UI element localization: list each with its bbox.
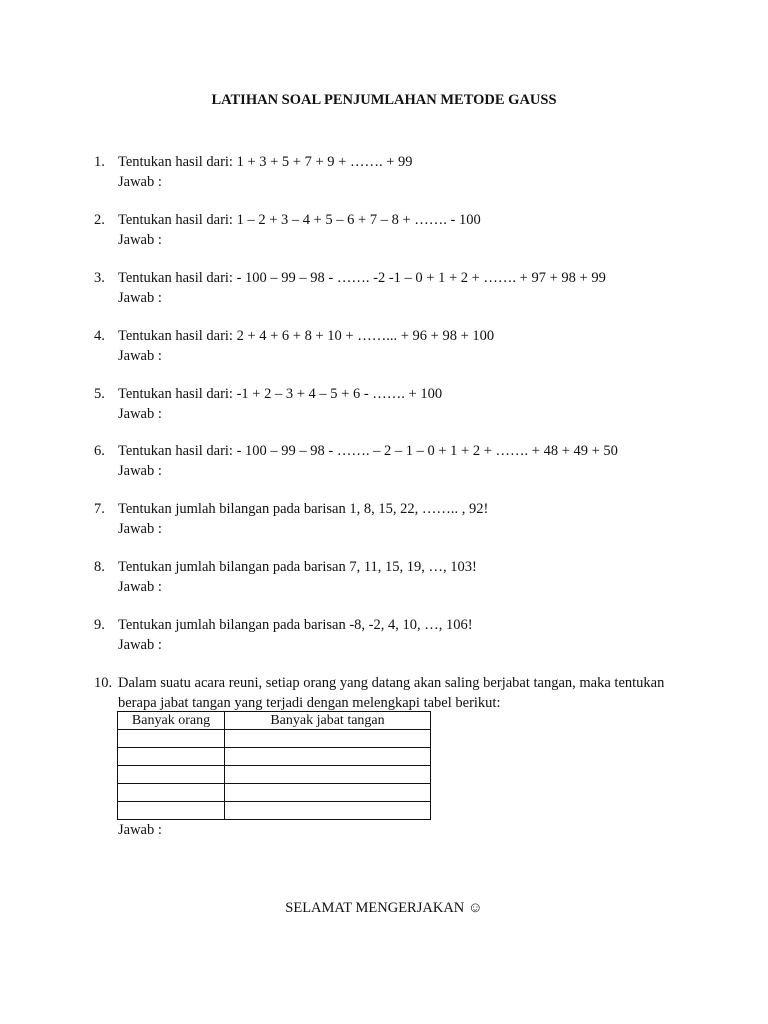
answer-label: Jawab :: [118, 232, 162, 248]
table-row: [118, 730, 431, 748]
table-cell-handshakes[interactable]: [225, 766, 431, 784]
question-text: Tentukan jumlah bilangan pada barisan -8, -2, 4, 10, …, 106!: [118, 617, 473, 633]
table-cell-people[interactable]: [118, 802, 225, 820]
question-number: 9.: [94, 617, 105, 633]
table-cell-people[interactable]: [118, 766, 225, 784]
question-number: 7.: [94, 501, 105, 517]
table-row: [118, 748, 431, 766]
question-text: Tentukan hasil dari: 1 + 3 + 5 + 7 + 9 + ……. + 99: [118, 154, 413, 170]
table-cell-handshakes[interactable]: [225, 784, 431, 802]
answer-label: Jawab :: [118, 579, 162, 595]
table-cell-handshakes[interactable]: [225, 730, 431, 748]
question-text: Tentukan jumlah bilangan pada barisan 1, 8, 15, 22, …….. , 92!: [118, 501, 489, 517]
question-number: 3.: [94, 270, 105, 286]
closing-message: SELAMAT MENGERJAKAN ☺: [285, 900, 483, 916]
table-row: [118, 766, 431, 784]
question-number: 4.: [94, 328, 105, 344]
question-number: 6.: [94, 443, 105, 459]
table-cell-people[interactable]: [118, 748, 225, 766]
question-text: Tentukan hasil dari: - 100 – 99 – 98 - ……. -2 -1 – 0 + 1 + 2 + ……. + 97 + 98 + 99: [118, 270, 606, 286]
question-number: 2.: [94, 212, 105, 228]
answer-label: Jawab :: [118, 463, 162, 479]
answer-label: Jawab :: [118, 822, 162, 838]
answer-label: Jawab :: [118, 637, 162, 653]
column-header-people: Banyak orang: [118, 712, 225, 730]
handshake-table: [117, 711, 431, 820]
page-title: LATIHAN SOAL PENJUMLAHAN METODE GAUSS: [211, 92, 557, 108]
question-number: 10.: [94, 675, 113, 691]
question-text-line-1: Dalam suatu acara reuni, setiap orang yang datang akan saling berjabat tangan, maka tentukan: [118, 675, 665, 691]
answer-label: Jawab :: [118, 174, 162, 190]
table-cell-people[interactable]: [118, 784, 225, 802]
question-text: Tentukan hasil dari: - 100 – 99 – 98 - ……. – 2 – 1 – 0 + 1 + 2 + ……. + 48 + 49 + 50: [118, 443, 618, 459]
answer-label: Jawab :: [118, 521, 162, 537]
answer-label: Jawab :: [118, 290, 162, 306]
table-cell-handshakes[interactable]: [225, 802, 431, 820]
column-header-handshakes: Banyak jabat tangan: [225, 712, 431, 730]
question-text: Tentukan hasil dari: -1 + 2 – 3 + 4 – 5 + 6 - ……. + 100: [118, 386, 443, 402]
table-cell-handshakes[interactable]: [225, 748, 431, 766]
question-number: 5.: [94, 386, 105, 402]
table-header-row: [118, 712, 431, 730]
answer-label: Jawab :: [118, 406, 162, 422]
table-row: [118, 784, 431, 802]
question-text-line-2: berapa jabat tangan yang terjadi dengan melengkapi tabel berikut:: [118, 695, 501, 711]
table-cell-people[interactable]: [118, 730, 225, 748]
answer-label: Jawab :: [118, 348, 162, 364]
question-text: Tentukan jumlah bilangan pada barisan 7, 11, 15, 19, …, 103!: [118, 559, 477, 575]
question-text: Tentukan hasil dari: 2 + 4 + 6 + 8 + 10 + ……... + 96 + 98 + 100: [118, 328, 495, 344]
table-row: [118, 802, 431, 820]
question-text: Tentukan hasil dari: 1 – 2 + 3 – 4 + 5 – 6 + 7 – 8 + ……. - 100: [118, 212, 481, 228]
question-number: 1.: [94, 154, 105, 170]
question-number: 8.: [94, 559, 105, 575]
